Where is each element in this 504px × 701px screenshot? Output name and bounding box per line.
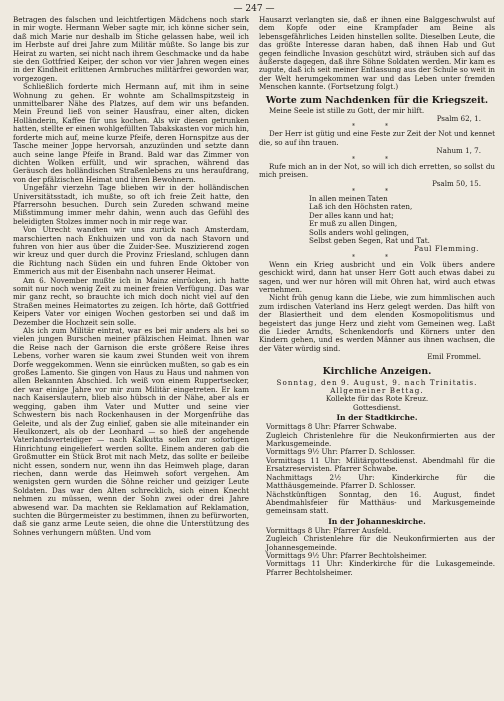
service-entry: Vormittags 9½ Uhr: Pfarrer Bechtolsheimer. (266, 550, 427, 560)
page-number: — 247 — (233, 4, 275, 14)
service-entry: Nächstkünftigen Sonntag, den 16. August, findet Abendmahlsfeier für Matthäus- und Markusgemeinde gemeinsam statt. (266, 489, 495, 516)
notices-collection: Kollekte für das Rote Kreuz. (325, 394, 429, 404)
notices-service: Gottesdienst. (352, 402, 402, 412)
verse-reference: Nahum 1, 7. (436, 146, 481, 156)
separator: * * (352, 253, 402, 261)
poem-line: In allen meinen Taten (309, 193, 388, 203)
church-heading: In der Johanneskirche. (328, 516, 426, 526)
poem-line: Laß ich den Höchsten raten, (309, 202, 413, 212)
separator: * * (352, 123, 402, 131)
left-column (13, 16, 249, 577)
prose-author: Emil Frommel. (427, 352, 481, 362)
verse-reference: Psalm 50, 15. (432, 178, 481, 188)
verse-reference: Psalm 62, 1. (436, 114, 481, 124)
worte-heading: Worte zum Nachdenken für die Kriegszeit. (265, 94, 489, 106)
prose-paragraph: Wenn ein Krieg ausbricht und ein Volk übers andere geschickt wird, dann hat unser Herr Gott auch etwas dabei zu sagen, und wer nur hören will mit Ohren hat, wird auch etwas vernehmen. (259, 259, 495, 294)
verse-text: Meine Seele ist stille zu Gott, der mir hilft. (269, 105, 425, 115)
poem-line: Solls anders wohl gelingen, (309, 227, 409, 237)
story-continuation: Hausarzt verlangten sie, daß er ihnen eine Balggeschwulst auf dem Kopfe oder eine Krampfader am Beine als lebensgefährliches Leiden hinstellen sollte. Dieselben Leute, die das größte Interesse daran haben, daß ihnen Hab und Gut gegen feindliche Invasion geschützt wird, sträuben sich auf das äußerste dagegen, daß ihre Söhne Soldaten werden. Mir kam es zugute, daß ich seit meiner Entlassung aus der Schule so weit in der Welt herumgekommen war und das Leben unter fremden Menschen kannte. (Fortsetzung folgt.) (259, 16, 495, 92)
verse-text: Rufe mich an in der Not, so will ich dich erretten, so sollst du mich preisen. (259, 161, 495, 180)
prose-paragraph: Nicht früh genug kann die Liebe, wie zum himmlischen auch zum irdischen Vaterland ins Herz gelegt werden. Das hilft von der Blasiertheit und dem elenden Kosmopolitismus und begeistert das junge Herz und zieht vom Gemeinen weg. Laßt die Lieder Arndts, Schenkendorfs und Körners unter den Kindern gehen, und es werden Männer aus ihnen wachsen, die der Väter würdig sind. (259, 293, 495, 353)
story-paragraph: Als ich zum Militär eintrat, war es bei mir anders als bei so vielen jungen Burschen meiner pfälzischen Heimat. Ihnen war die Reise nach der Garnison die erste größere Reise ihres Lebens, vorher waren sie kaum zwei Stunden weit von ihrem Dorfe weggekommen. Wenn sie einrücken mußten, so gab es ein großes Lamento. Sie gingen von Haus zu Haus und nahmen von allen Bekannten Abschied. Ich weiß von einem Ruppertsecker, der war einige Jahre vor mir zum Militär eingetreten. Er kam nach Kaiserslautern, blieb also hübsch in der Nähe, aber als er wegging, gaben ihm Vater und Mutter und seine vier Schwestern bis nach Rockenhausen in der Morgenfrühe das Geleite, und als der Zug einlief, gaben sie alle miteinander ein Heulkonzert, als ob der Leonhard — so hieß der angehende Vaterlandsverteidiger — nach Kalkutta sollen zur sofortigen Hinrichtung eingeliefert werden sollte. Einem anderen gab die Großmutter ein Stück Brot mit nach Metz, das sollte er beileibe nicht essen, sondern nur, wenn ihn das Heimweh plage, daran riechen, dann werde das Heimweh sofort vergehen. Am wenigsten gern wurden die Söhne reicher und geiziger Leute Soldaten. Das war den Alten schrecklich, sich einen Knecht nehmen zu müssen, wenn der Sohn zwei oder drei Jahre abwesend war. Da machten sie Reklamation auf Reklamation, suchten die Bürgermeister zu bestimmen, ihnen zu befürworten, daß sie ganz arme Leute seien, die ohne die Unterstützung des Sohnes verhungern müßten. Und vom (13, 326, 249, 537)
service-entry: Nachmittags 2½ Uhr: Kinderkirche für die Matthäusgemeinde. Pfarrer D. Schlosser. (266, 472, 495, 491)
church-heading: In der Stadtkirche. (336, 413, 418, 423)
service-entry: Vormittags 9½ Uhr: Pfarrer D. Schlosser. (266, 447, 416, 457)
story-paragraph: Am 6. November mußte ich in Mainz einrücken, ich hatte somit nur noch wenig Zeit zu meiner freien Verfügung. Das war mir ganz recht, so brauchte ich mich doch nicht viel auf den Straßen meines Heimatortes zu zeigen. Ich hörte, daß Gottfried Keipers Vater vor einigen Wochen gestorben sei und daß im Dezember die Hochzeit sein solle. (13, 275, 249, 327)
notices-date: Sonntag, den 9. August, 9. nach Trinitatis. (276, 377, 478, 387)
service-entry: Zugleich Christenlehre für die Neukonfirmierten aus der Markusgemeinde. (266, 430, 495, 449)
service-entry: Vormittags 11 Uhr: Militärgottesdienst. Abendmahl für die Ersatzreservisten. Pfarrer Schwabe. (266, 455, 495, 474)
poem-line: Selbst geben Segen, Rat und Tat. (309, 235, 430, 245)
notices-day: Allgemeiner Bettag. (330, 386, 424, 396)
service-entry: Zugleich Christenlehre für die Neukonfirmierten aus der Johannesgemeinde. (266, 534, 495, 552)
poem (259, 195, 495, 245)
story-paragraph: Betragen des falschen und leichtfertigen Mädchens noch stark in mir wogte. Hermann Weber sagte mir, ich könne sicher sein, daß mich Marie nur deshalb im Stiche gelassen habe, weil ich im Herbste auf drei Jahre zum Militär müßte. So lange bis zur Heirat zu warten, sei nicht nach ihrem Geschmacke und da habe sie den Gottfried Keiper, der schon vor vier Jahren wegen eines in der Kindheit erlittenen Armbruches militärfrei geworden war, vorgezogen. (13, 16, 249, 83)
poem-line: Der alles kann und hat; (309, 210, 394, 220)
story-paragraph: Ungefähr vierzehn Tage blieben wir in der holländischen Universitätsstadt, ich mußte, so oft ich freie Zeit hatte, den Pfarrersohn besuchen. Durch sein Zureden schwand meine Mißstimmung immer mehr dahin, wenn auch das Gefühl des beleidigten Stolzes immer noch in mir rege war. (13, 183, 249, 226)
separator: * * (352, 155, 402, 163)
service-entry: Vormittags 8 Uhr: Pfarrer Ausfeld. (266, 525, 392, 535)
verse-text: Der Herr ist gütig und eine Feste zur Zeit der Not und kennet die, so auf ihn trauen. (259, 129, 495, 147)
story-paragraph: Von Utrecht wandten wir uns zurück nach Amsterdam, marschierten nach Enkhuizen und von da nach Stavorn und fuhren von hier aus über die Zuider-See. Muszizierend zogen wir kreuz und quer durch die Provinz Friesland, schlugen dann die Richtung nach Süden ein und fuhren Ende Oktober von Emmerich aus mit der Eisenbahn nach unserer Heimat. (13, 225, 249, 277)
service-entry: Vormittags 8 Uhr: Pfarrer Schwabe. (266, 422, 397, 432)
story-paragraph: Schließlich forderte mich Hermann auf, mit ihm in seine Wohnung zu gehen. Er wohnte am Schallmspitzsteig in unmittelbarer Nähe des Platzes, auf dem wir uns befanden. Mein Freund ließ von seiner Hausfrau, einer alten, dicken Holländerin, Kaffee für uns kochen. Als wir diesen getrunken hatten, stellte er einen wohlgefüllten Tabakskasten vor mich hin, forderte mich auf, meine kurze Pfeife, deren Hornspitze aus der Tasche meiner Joppe hervorsah, anzuzünden und setzte dann auch seine lange Pfeife in Brand. Bald war das Zimmer von dichten Wolken erfüllt, und wir sprachen, während das Geräusch des holländischen Straßenlebens zu uns heraufdrang, von der pfälzischen Heimat und ihren Bewohnern. (13, 82, 249, 184)
separator: * * (352, 187, 402, 195)
poem-line: Er muß zu allen Dingen, (309, 219, 398, 229)
service-entry: Vormittags 11 Uhr: Kinderkirche für die Lukasgemeinde. Pfarrer Bechtolsheimer. (266, 559, 495, 577)
notices-heading: Kirchliche Anzeigen. (322, 365, 432, 377)
right-column (259, 16, 495, 577)
poem-author: Paul Flemming. (413, 244, 479, 254)
